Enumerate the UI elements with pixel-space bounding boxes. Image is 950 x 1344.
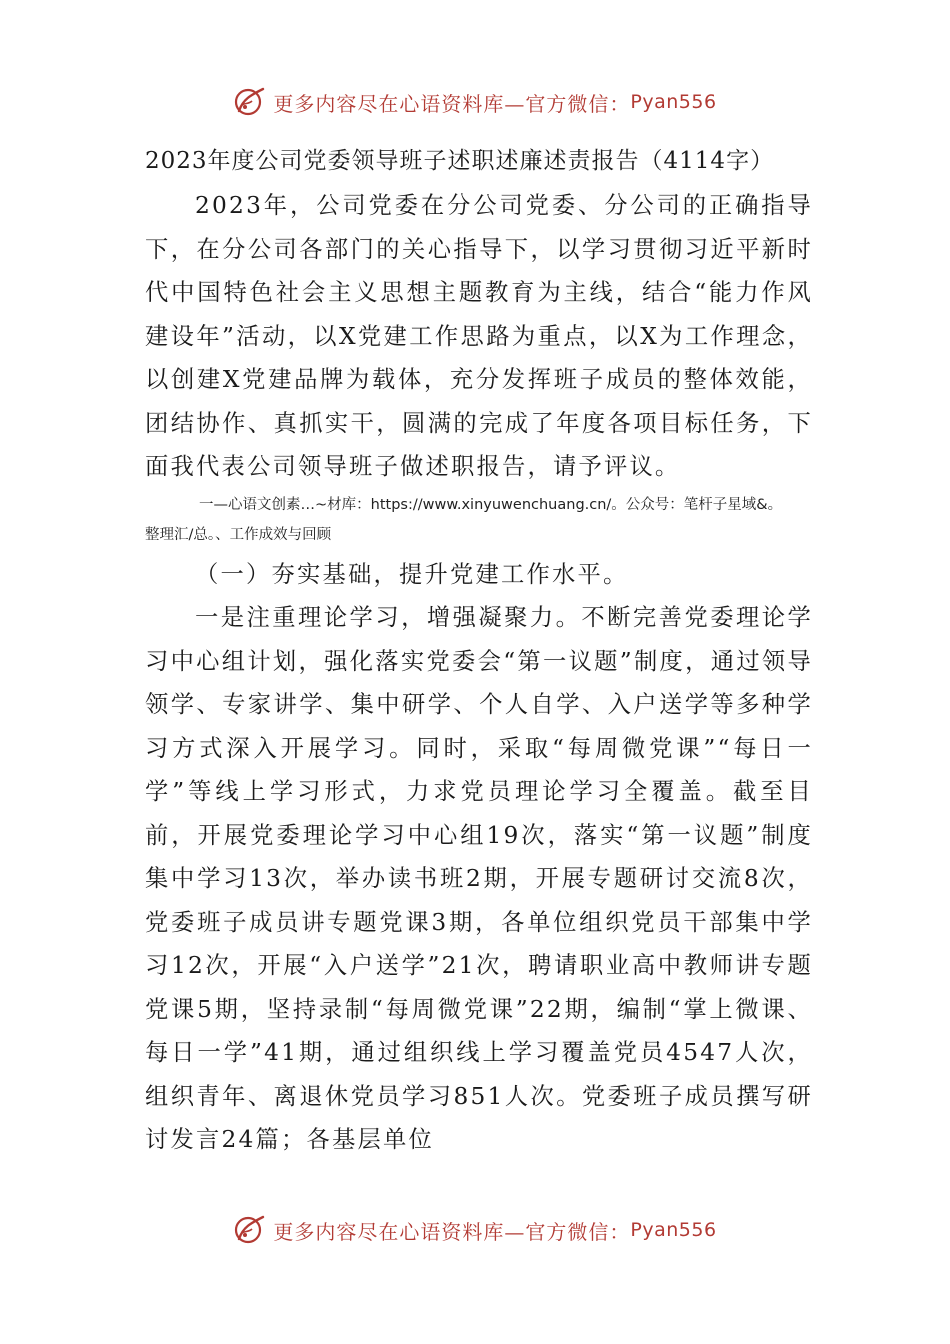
banner-wechat-handle: Pyan556 [630,1219,717,1241]
section-body-paragraph: 一是注重理论学习，增强凝聚力。不断完善党委理论学习中心组计划，强化落实党委会“第一议题”制度，通过领导领学、专家讲学、集中研学、个人自学、入户送学等多种学习方式深入开展学习。同时，采取“每周微党课”“每日一学”等线上学习形式，力求党员理论学习全覆盖。截至目前，开展党委理论学习中心组19次，落实“第一议题”制度集中学习13次，举办读书班2期，开展专题研讨交流8次，党委班子成员讲专题党课3期，各单位组织党员干部集中学习12次，开展“入户送学”21次，聘请职业高中教师讲专题党课5期，坚持录制“每周微党课”22期，编制“掌上微课、每日一学”41期，通过组织线上学习覆盖党员4547人次，组织青年、离退休党员学习851人次。党委班子成员撰写研讨发言24篇；各基层单位 [145,604,813,1153]
intro-paragraph: 2023年，公司党委在分公司党委、分公司的正确指导下，在分公司各部门的关心指导下，以学习贯彻习近平新时代中国特色社会主义思想主题教育为主线，结合“能力作风建设年”活动，以X党建工作思路为重点，以X为工作理念，以创建X党建品牌为载体，充分发挥班子成员的整体效能，团结协作、真抓实干，圆满的完成了年度各项目标任务，下面我代表公司领导班子做述职报告，请予评议。 [145,192,813,480]
banner-text: 更多内容尽在心语资料库—官方微信： [273,1219,631,1244]
pen-signature-icon [233,1213,267,1247]
header-banner [0,82,950,122]
source-note-line-2: 整理汇/总。、工作成效与回顾 [145,527,332,543]
footer-banner [0,1210,950,1250]
section-heading: （一）夯实基础，提升党建工作水平。 [195,561,629,588]
source-note-line-1: 一—心语文创素…~材库：https://www.xinyuwenchuang.cn/。公众号：笔杆子星域&。 [199,497,783,513]
pen-signature-icon [233,85,267,119]
banner-wechat-handle: Pyan556 [630,91,717,113]
source-note [145,490,825,550]
banner-text: 更多内容尽在心语资料库—官方微信： [273,91,631,116]
document-title: 2023年度公司党委领导班子述职述廉述责报告（4114字） [145,148,775,174]
